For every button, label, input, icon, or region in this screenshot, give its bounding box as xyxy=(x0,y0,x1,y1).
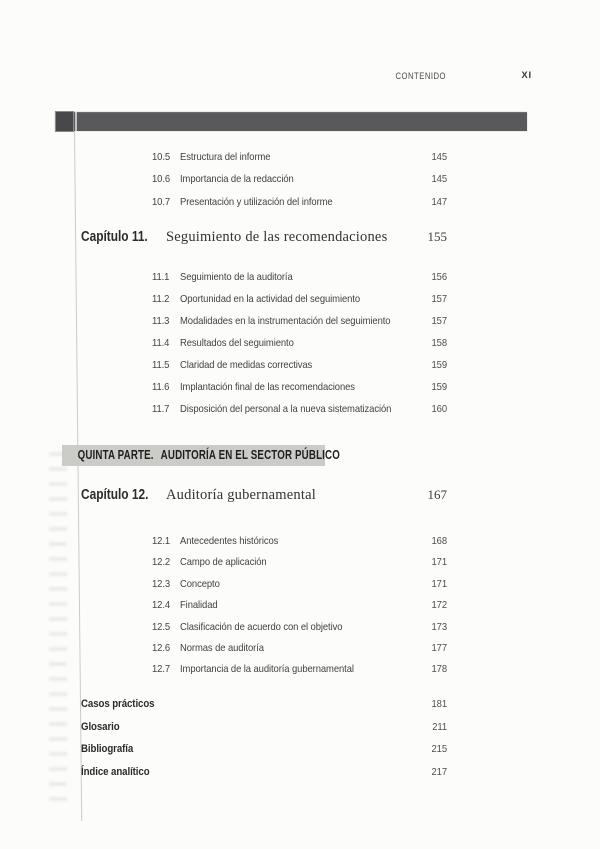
toc-row xyxy=(0,266,600,288)
toc-row xyxy=(0,574,600,595)
toc-row xyxy=(0,617,600,638)
page-number: 158 xyxy=(431,337,447,349)
back-matter-row xyxy=(0,738,600,761)
page-number: 159 xyxy=(431,359,447,371)
chapter-heading-12 xyxy=(0,482,600,508)
page-number: 160 xyxy=(431,403,447,415)
part-label: QUINTA PARTE. xyxy=(77,448,154,462)
toc-row xyxy=(0,531,600,552)
page-number: 211 xyxy=(432,720,447,733)
toc-row xyxy=(0,354,600,376)
section-number: 11.4 xyxy=(152,337,170,349)
toc-row xyxy=(0,191,600,213)
part-title: AUDITORÍA EN EL SECTOR PÚBLICO xyxy=(160,448,340,462)
section-title: Importancia de la auditoría gubernamental xyxy=(180,663,354,676)
section-number: 11.7 xyxy=(152,403,170,415)
back-matter-block xyxy=(0,693,600,783)
section-title: Oportunidad en la actividad del seguimiento xyxy=(180,293,360,305)
section-number: 12.7 xyxy=(152,663,171,676)
section-number: 12.4 xyxy=(152,599,171,612)
part-heading xyxy=(62,445,340,466)
section-number: 10.6 xyxy=(152,173,171,186)
toc-row xyxy=(0,659,600,680)
toc-row xyxy=(0,638,600,659)
page-number: 173 xyxy=(431,620,447,633)
part-heading-text xyxy=(62,445,340,466)
page-number: 147 xyxy=(431,195,447,208)
section-title: Campo de aplicación xyxy=(180,556,267,569)
section-title: Modalidades en la instrumentación del seguimiento xyxy=(180,315,391,327)
toc-row xyxy=(0,146,600,168)
chapter-label: Capítulo 12. xyxy=(81,487,149,503)
section-number: 12.6 xyxy=(152,641,171,654)
page-number: 177 xyxy=(431,641,447,654)
page-number: 145 xyxy=(431,151,447,163)
section-number: 10.5 xyxy=(152,151,171,163)
back-matter-title: Índice analítico xyxy=(81,765,150,778)
toc-row xyxy=(0,595,600,616)
section-title: Resultados del seguimiento xyxy=(180,337,294,349)
section-title: Presentación y utilización del informe xyxy=(180,195,333,208)
page-number: 157 xyxy=(431,315,447,327)
section-number: 10.7 xyxy=(152,195,171,208)
back-matter-row xyxy=(0,693,600,716)
section-title: Finalidad xyxy=(180,599,218,612)
back-matter-title: Bibliografía xyxy=(81,743,134,755)
page-number: 145 xyxy=(431,173,447,186)
back-matter-row xyxy=(0,761,600,784)
page-number: 171 xyxy=(431,577,447,590)
back-matter-title: Glosario xyxy=(81,720,120,733)
section-number: 12.3 xyxy=(152,577,171,590)
section-number: 12.2 xyxy=(152,556,171,569)
section-title: Clasificación de acuerdo con el objetivo xyxy=(180,620,343,633)
back-matter-title: Casos prácticos xyxy=(81,698,155,710)
page-number: 168 xyxy=(431,535,447,547)
toc-block-chapter-12 xyxy=(0,531,600,681)
folio-page-number: XI xyxy=(521,70,532,81)
toc-row xyxy=(0,552,600,573)
section-number: 11.6 xyxy=(152,381,170,393)
page-number: 156 xyxy=(431,271,447,283)
toc-row xyxy=(0,310,600,332)
chapter-label: Capítulo 11. xyxy=(81,229,148,245)
section-title: Seguimiento de la auditoría xyxy=(180,271,293,283)
toc-row xyxy=(0,376,600,398)
toc-row xyxy=(0,288,600,310)
chapter-heading-11 xyxy=(0,224,600,250)
chapter-page-number: 155 xyxy=(427,229,447,244)
section-title: Estructura del informe xyxy=(180,151,271,163)
section-number: 12.1 xyxy=(152,535,171,547)
section-title: Normas de auditoría xyxy=(180,641,264,654)
section-title: Claridad de medidas correctivas xyxy=(180,359,313,371)
toc-row xyxy=(0,332,600,354)
toc-row xyxy=(0,168,600,190)
page-number: 159 xyxy=(431,381,447,393)
running-title: CONTENIDO xyxy=(395,71,446,81)
chapter-page-number: 167 xyxy=(427,487,447,502)
section-title: Importancia de la redacción xyxy=(180,173,294,186)
top-rule xyxy=(55,112,527,131)
section-number: 11.3 xyxy=(152,315,170,327)
chapter-title: Seguimiento de las recomendaciones xyxy=(166,229,388,245)
section-title: Implantación final de las recomendaciones xyxy=(180,381,355,393)
toc-block-chapter-11 xyxy=(0,266,600,420)
toc-row xyxy=(0,398,600,420)
page-number: 181 xyxy=(431,698,447,710)
chapter-title: Auditoría gubernamental xyxy=(166,487,316,503)
section-number: 11.1 xyxy=(152,271,170,283)
toc-block-chapter-10 xyxy=(0,146,600,213)
section-title: Disposición del personal a la nueva sistematización xyxy=(180,403,392,415)
section-number: 12.5 xyxy=(152,620,171,633)
page-number: 157 xyxy=(431,293,447,305)
page-number: 178 xyxy=(431,663,447,676)
section-title: Antecedentes históricos xyxy=(180,535,279,547)
page-number: 217 xyxy=(431,765,447,778)
page-number: 171 xyxy=(431,556,447,569)
section-number: 11.5 xyxy=(152,359,170,371)
page-number: 215 xyxy=(431,743,447,755)
back-matter-row xyxy=(0,716,600,739)
section-title: Concepto xyxy=(180,577,220,590)
page-number: 172 xyxy=(431,599,447,612)
section-number: 11.2 xyxy=(152,293,170,305)
